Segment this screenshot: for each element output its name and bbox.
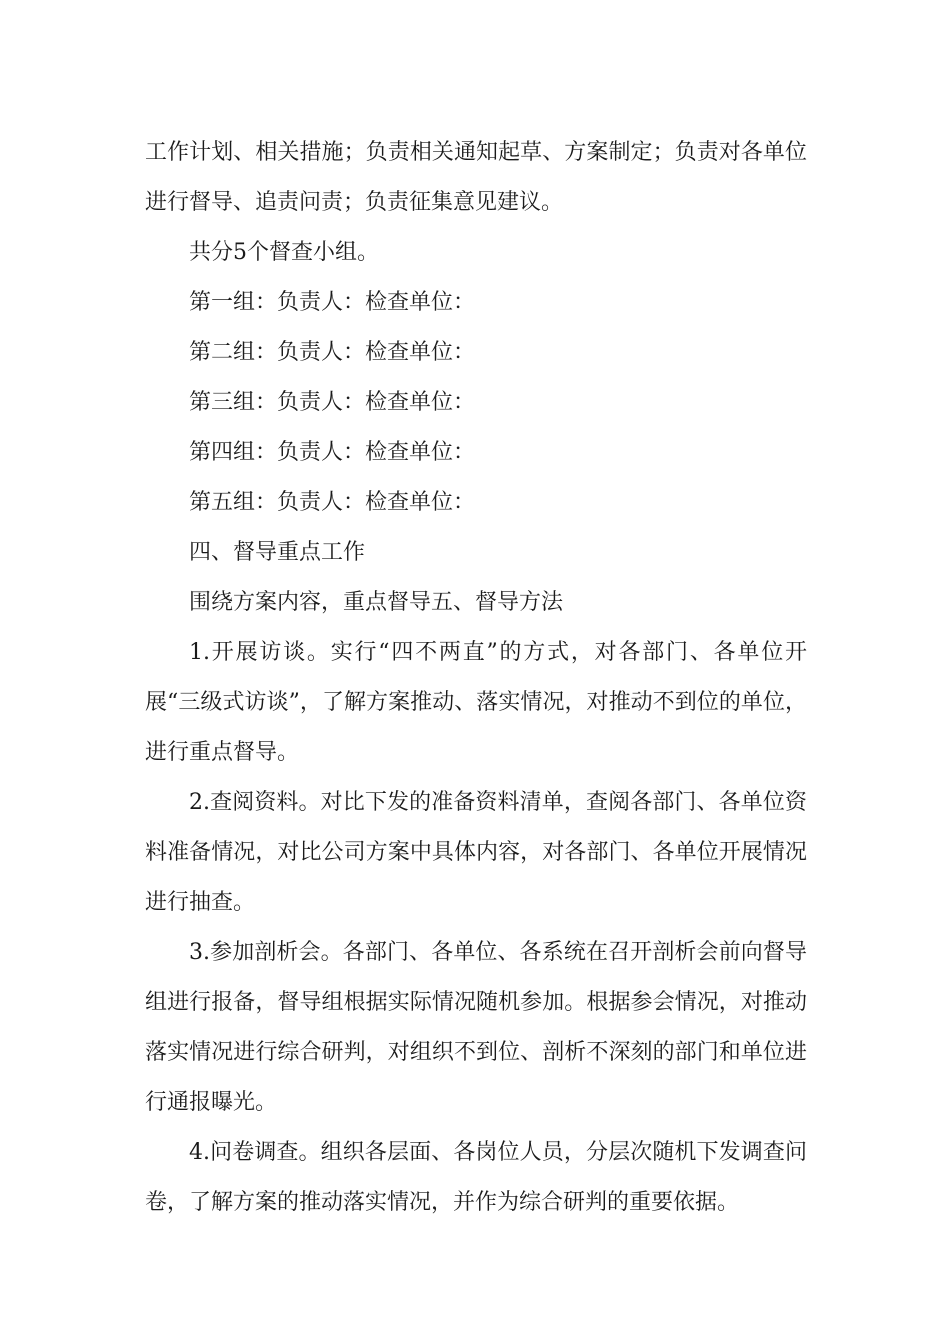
document-body	[145, 128, 807, 1228]
paragraph-group-3: 第三组：负责人：检查单位：	[189, 390, 476, 415]
paragraph-method-survey: 4.问卷调查。组织各层面、各岗位人员，分层次随机下发调查问卷，了解方案的推动落实情况，并作为综合研判的重要依据。	[145, 1140, 807, 1215]
paragraph-group-1: 第一组：负责人：检查单位：	[189, 290, 476, 315]
section-heading-key-work: 四、督导重点工作	[189, 540, 366, 565]
paragraph-group-5: 第五组：负责人：检查单位：	[189, 490, 476, 515]
paragraph-method-review: 2.查阅资料。对比下发的准备资料清单，查阅各部门、各单位资料准备情况，对比公司方案中具体内容，对各部门、各单位开展情况进行抽查。	[145, 790, 807, 915]
paragraph-group-count: 共分5个督查小组。	[189, 240, 379, 265]
paragraph-key-work: 围绕方案内容，重点督导五、督导方法	[189, 590, 564, 615]
paragraph-responsibilities: 工作计划、相关措施；负责相关通知起草、方案制定；负责对各单位进行督导、追责问责；负责征集意见建议。	[145, 140, 807, 215]
paragraph-group-4: 第四组：负责人：检查单位：	[189, 440, 476, 465]
paragraph-group-2: 第二组：负责人：检查单位：	[189, 340, 476, 365]
paragraph-method-interview: 1.开展访谈。实行“四不两直”的方式，对各部门、各单位开展“三级式访谈”，了解方案推动、落实情况，对推动不到位的单位，进行重点督导。	[145, 640, 807, 765]
paragraph-method-meeting: 3.参加剖析会。各部门、各单位、各系统在召开剖析会前向督导组进行报备，督导组根据实际情况随机参加。根据参会情况，对推动落实情况进行综合研判，对组织不到位、剖析不深刻的部门和单位进行通报曝光。	[145, 940, 807, 1115]
